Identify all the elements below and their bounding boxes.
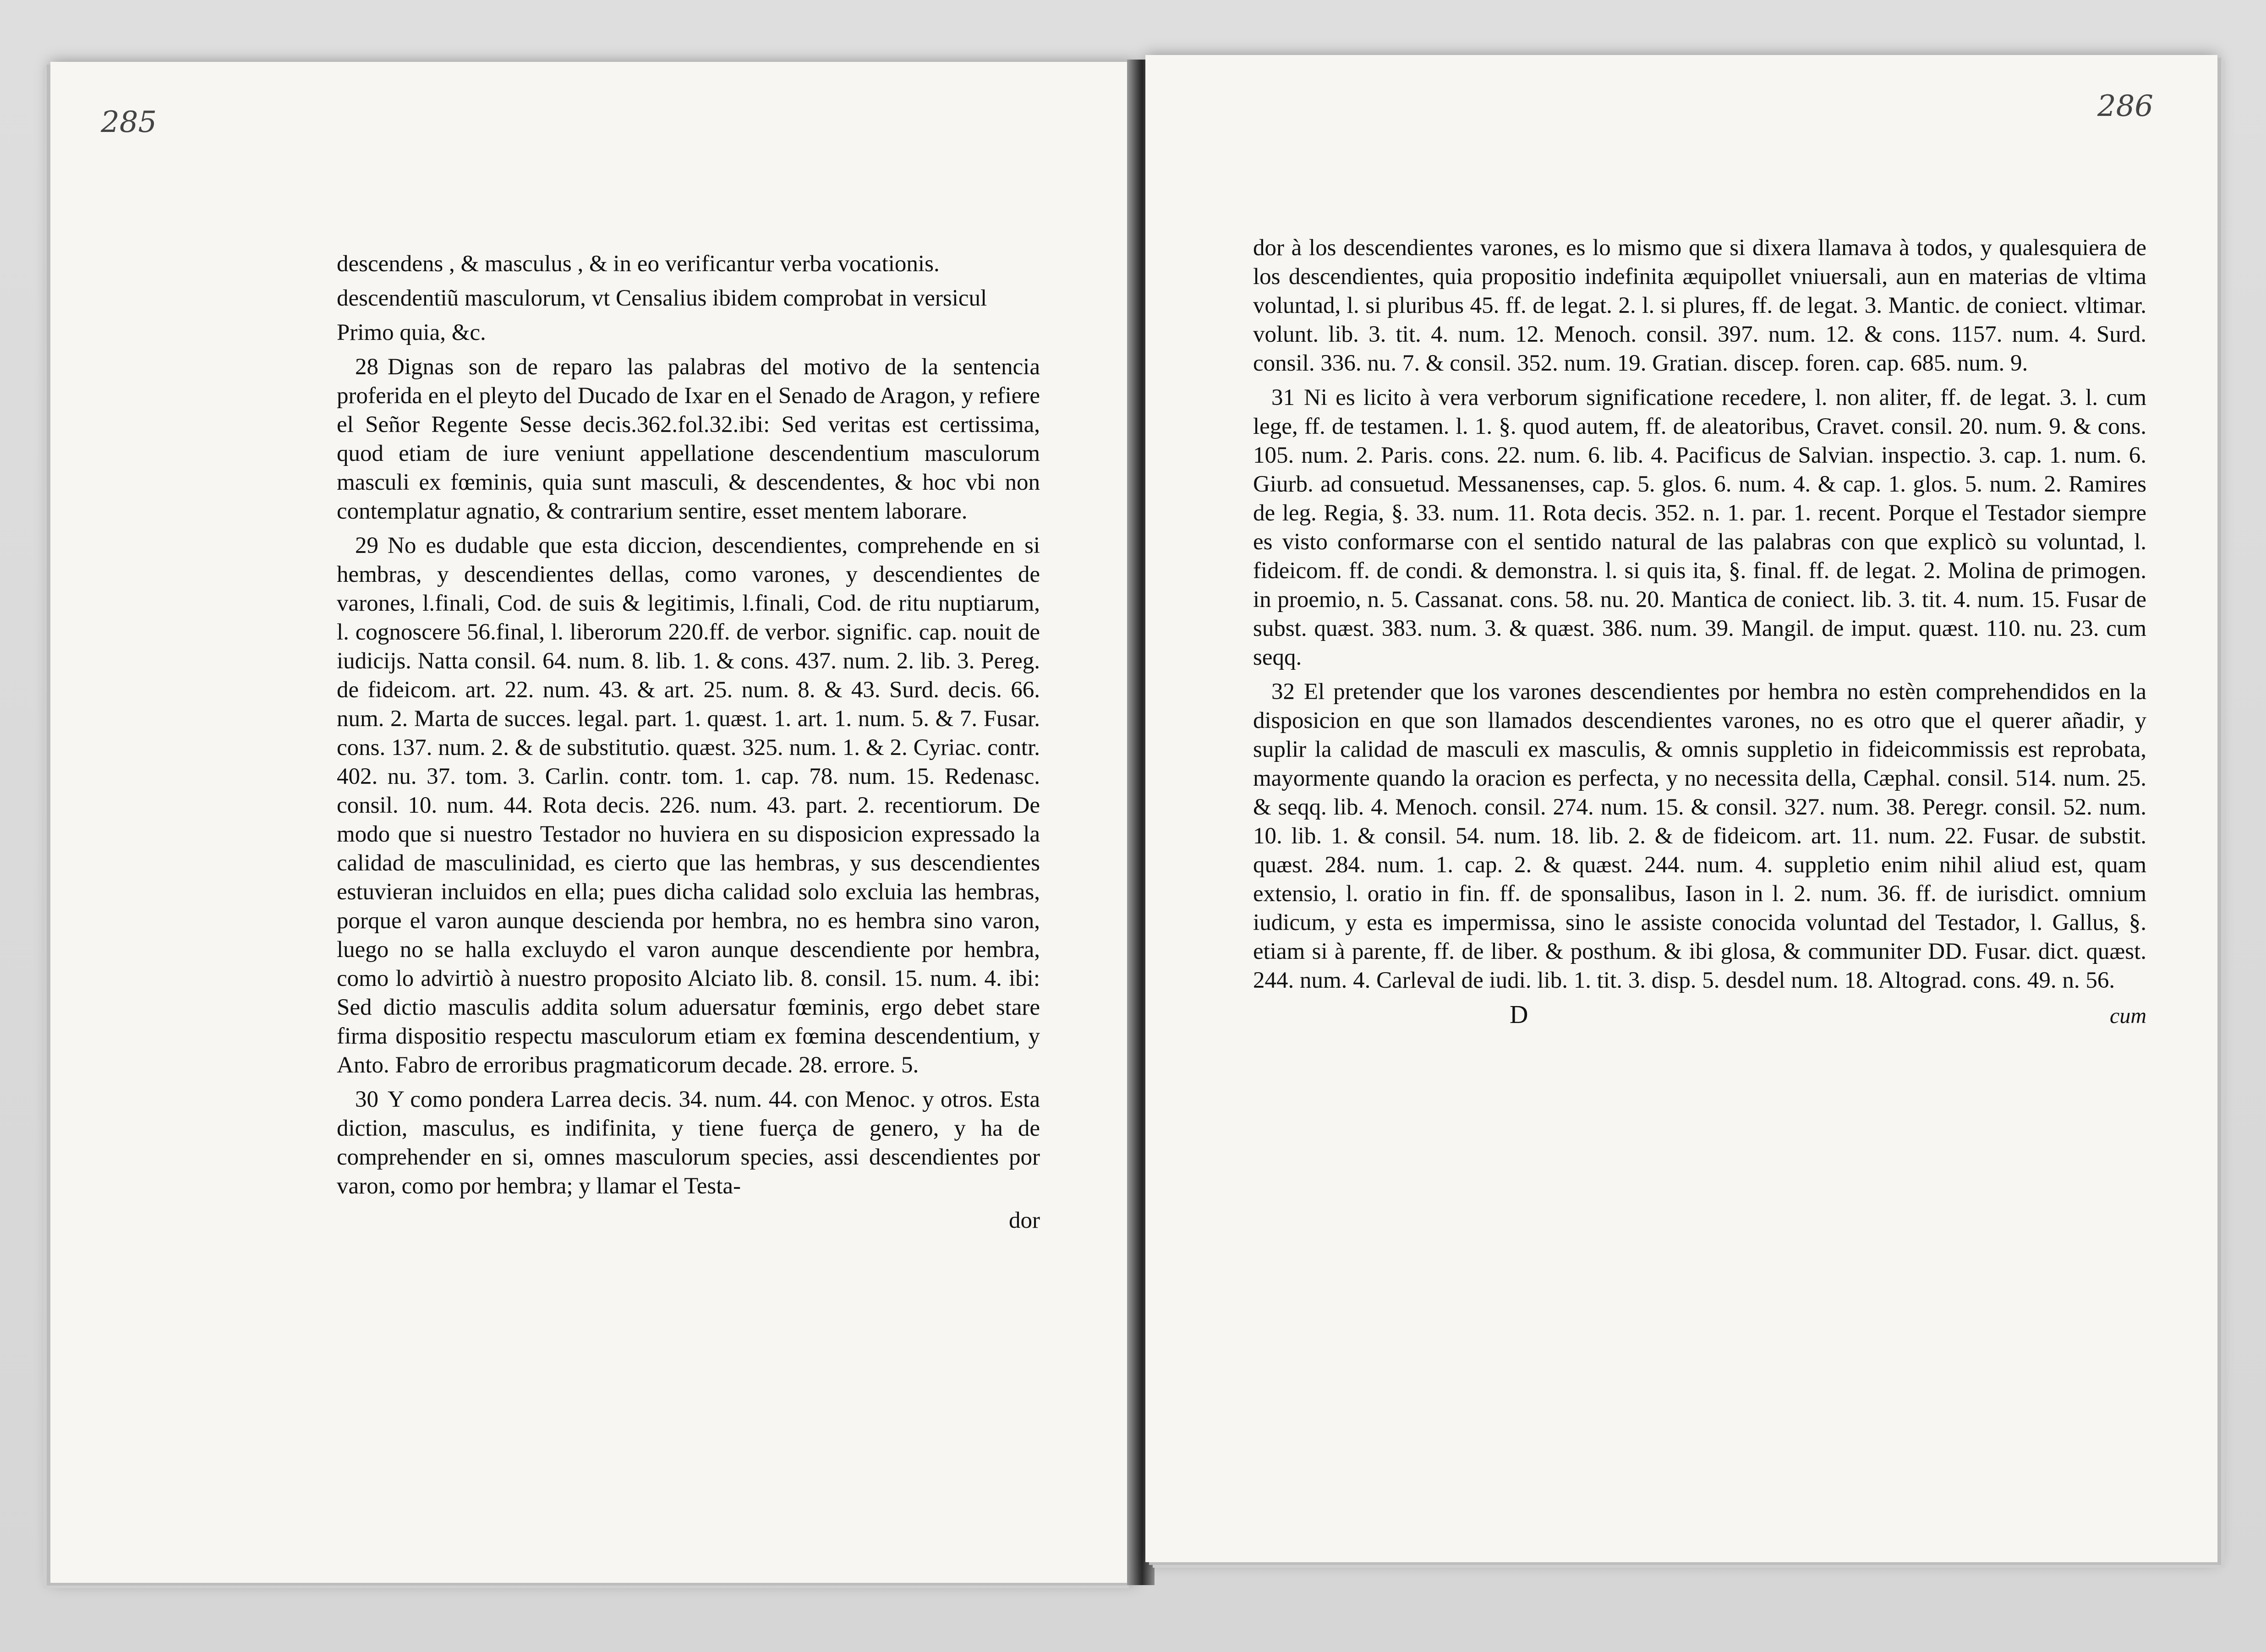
paragraph-text: Dignas son de reparo las palabras del motivo de la sentencia proferida en el pleyto del Ducado de Ixar en el Senado de Aragon, y refiere el Señor Regente Sesse decis.362.fol.32.ibi: Sed veritas est certissima, quod etiam de iure veniunt appellatione descendentium masculorum masculi ex fœminis, quia sunt masculi, & descendentes, & hoc vbi non contemplatur agnatio, & contrarium sentire, esset mentem laborare. bbox=[337, 354, 1040, 524]
paragraph-number: 28 bbox=[355, 354, 378, 380]
left-line: descendens , & masculus , & in eo verificantur verba vocationis. bbox=[337, 251, 940, 277]
paragraph-30 bbox=[337, 1085, 1040, 1201]
right-page-text bbox=[1253, 234, 2146, 1030]
paragraph-text: No es dudable que esta diccion, descendientes, comprehende en si hembras, y descendientes dellas, como varones, y descendientes de varones, l.finali, Cod. de suis & legitimis, l.finali, Cod. de ritu nuptiarum, l. cognoscere 56.final, l. liberorum 220.ff. de verbor. signific. cap. nouit de iudicijs. Natta consil. 64. num. 8. lib. 1. & cons. 437. num. 2. lib. 3. Pereg. de fideicom. art. 22. num. 43. & art. 25. num. 8. & 43. Surd. decis. 66. num. 2. Marta de succes. legal. part. 1. quæst. 1. art. 1. num. 5. & 7. Fusar. cons. 137. num. 2. & de substitutio. quæst. 325. num. 1. & 2. Cyriac. contr. 402. nu. 37. tom. 3. Carlin. contr. tom. 1. cap. 78. num. 15. Redenasc. consil. 10. num. 44. Rota decis. 226. num. 43. part. 2. recentiorum. De modo que si nuestro Testador no huviera en su disposicion expressado la calidad de masculinidad, es cierto que las hembras, y sus descendientes estuvieran incluidos en ella; pues dicha calidad solo excluia las hembras, porque el varon aunque descienda por hembra, no es hembra sino varon, luego no se halla excluydo el varon aunque descendiente por hembra, como lo advirtiò à nuestro proposito Alciato lib. 8. consil. 15. num. 4. ibi: Sed dictio masculis addita solum aduersatur fœminis, ergo debet stare firma dispositio respectu masculorum etiam ex fœmina descendentium, y Anto. Fabro de erroribus pragmaticorum decade. 28. errore. 5. bbox=[337, 533, 1040, 1078]
signature-mark: D bbox=[1510, 1001, 1528, 1029]
paragraph-number: 29 bbox=[355, 533, 378, 558]
paragraph-number: 30 bbox=[355, 1087, 378, 1112]
right-catchword: cum bbox=[2110, 1004, 2146, 1028]
paragraph-29 bbox=[337, 531, 1040, 1080]
left-page-text bbox=[337, 250, 1040, 1241]
paragraph-28 bbox=[337, 353, 1040, 526]
paragraph-number: 31 bbox=[1271, 385, 1295, 410]
paragraph-text: Y como pondera Larrea decis. 34. num. 44. con Menoc. y otros. Esta diction, masculus, es indifinita, y tiene fuerça de genero, y ha de comprehender en si, omnes masculorum species, assi descendientes por varon, como por hembra; y llamar el Testa- bbox=[337, 1087, 1040, 1199]
left-line: descendentiũ masculorum, vt Censalius ibidem comprobat in versicul bbox=[337, 285, 987, 311]
right-page bbox=[1145, 55, 2217, 1562]
left-page bbox=[50, 62, 1136, 1583]
left-folio-number: 285 bbox=[101, 105, 157, 139]
paragraph-number: 32 bbox=[1271, 679, 1295, 705]
paragraph-text: El pretender que los varones descendientes por hembra no estèn comprehendidos en la disposicion en que son llamados descendientes varones, no es otro que el querer añadir, y suplir la calidad de masculi ex masculis, & omnis suppletio in fideicommissis est reprobata, mayormente quando la oracion es perfecta, y no necessita della, Cæphal. consil. 514. num. 25. & seqq. lib. 4. Menoch. consil. 274. num. 15. & consil. 327. num. 38. Peregr. consil. 52. num. 10. lib. 1. & consil. 54. num. 18. lib. 2. & de fideicom. art. 11. num. 22. Fusar. de substit. quæst. 284. num. 1. cap. 2. & quæst. 244. num. 4. suppletio enim nihil aliud est, quam extensio, l. oratio in fin. ff. de sponsalibus, Iason in l. 2. num. 36. ff. de iurisdict. omnium iudicum, y esta es impermissa, sino le assiste conocida voluntad del Testador, l. Gallus, §. etiam si à parente, ff. de liber. & posthum. & ibi glosa, & communiter DD. Fusar. dict. quæst. 244. num. 4. Carleval de iudi. lib. 1. tit. 3. disp. 5. desdel num. 18. Altograd. cons. 49. n. 56. bbox=[1253, 679, 2146, 993]
page-footer bbox=[1253, 1001, 2146, 1030]
right-folio-number: 286 bbox=[2097, 89, 2153, 123]
left-line: Primo quia, &c. bbox=[337, 320, 486, 345]
paragraph-text: Ni es licito à vera verborum significatione recedere, l. non aliter, ff. de legat. 3. l. cum lege, ff. de testamen. l. 1. §. quod autem, ff. de aleatoribus, Cravet. consil. 20. num. 9. & cons. 105. num. 2. Paris. cons. 22. num. 6. lib. 4. Pacificus de Salvian. inspectio. 3. cap. 1. num. 6. Giurb. ad consuetud. Messanenses, cap. 5. glos. 6. num. 4. & cap. 1. glos. 5. num. 2. Ramires de leg. Regia, §. 33. num. 11. Rota decis. 352. n. 1. par. 1. recent. Porque el Testador siempre es visto conformarse con el sentido natural de las palabras con que explicò su voluntad, l. fideicom. ff. de condi. & demonstra. l. si quis ita, §. final. ff. de legat. 2. Molina de primogen. in proemio, n. 5. Cassanat. cons. 58. nu. 20. Mantica de coniect. lib. 3. tit. 4. num. 15. Fusar de subst. quæst. 383. num. 3. & quæst. 386. num. 39. Mangil. de imput. quæst. 110. nu. 23. cum seqq. bbox=[1253, 385, 2146, 670]
lead-paragraph: dor à los descendientes varones, es lo mismo que si dixera llamava à todos, y qualesquiera de los descendientes, quia propositio indefinita æquipollet vniuersali, aun en materias de vltima voluntad, l. si pluribus 45. ff. de legat. 2. l. si plures, ff. de legat. 3. Mantic. de coniect. vltimar. volunt. lib. 3. tit. 4. num. 12. Menoch. consil. 397. num. 12. & cons. 1157. num. 4. Surd. consil. 336. nu. 7. & consil. 352. num. 19. Gratian. discep. foren. cap. 685. num. 9. bbox=[1253, 235, 2146, 376]
paragraph-31 bbox=[1253, 383, 2146, 672]
left-catchword: dor bbox=[1009, 1208, 1040, 1233]
paragraph-32 bbox=[1253, 678, 2146, 995]
